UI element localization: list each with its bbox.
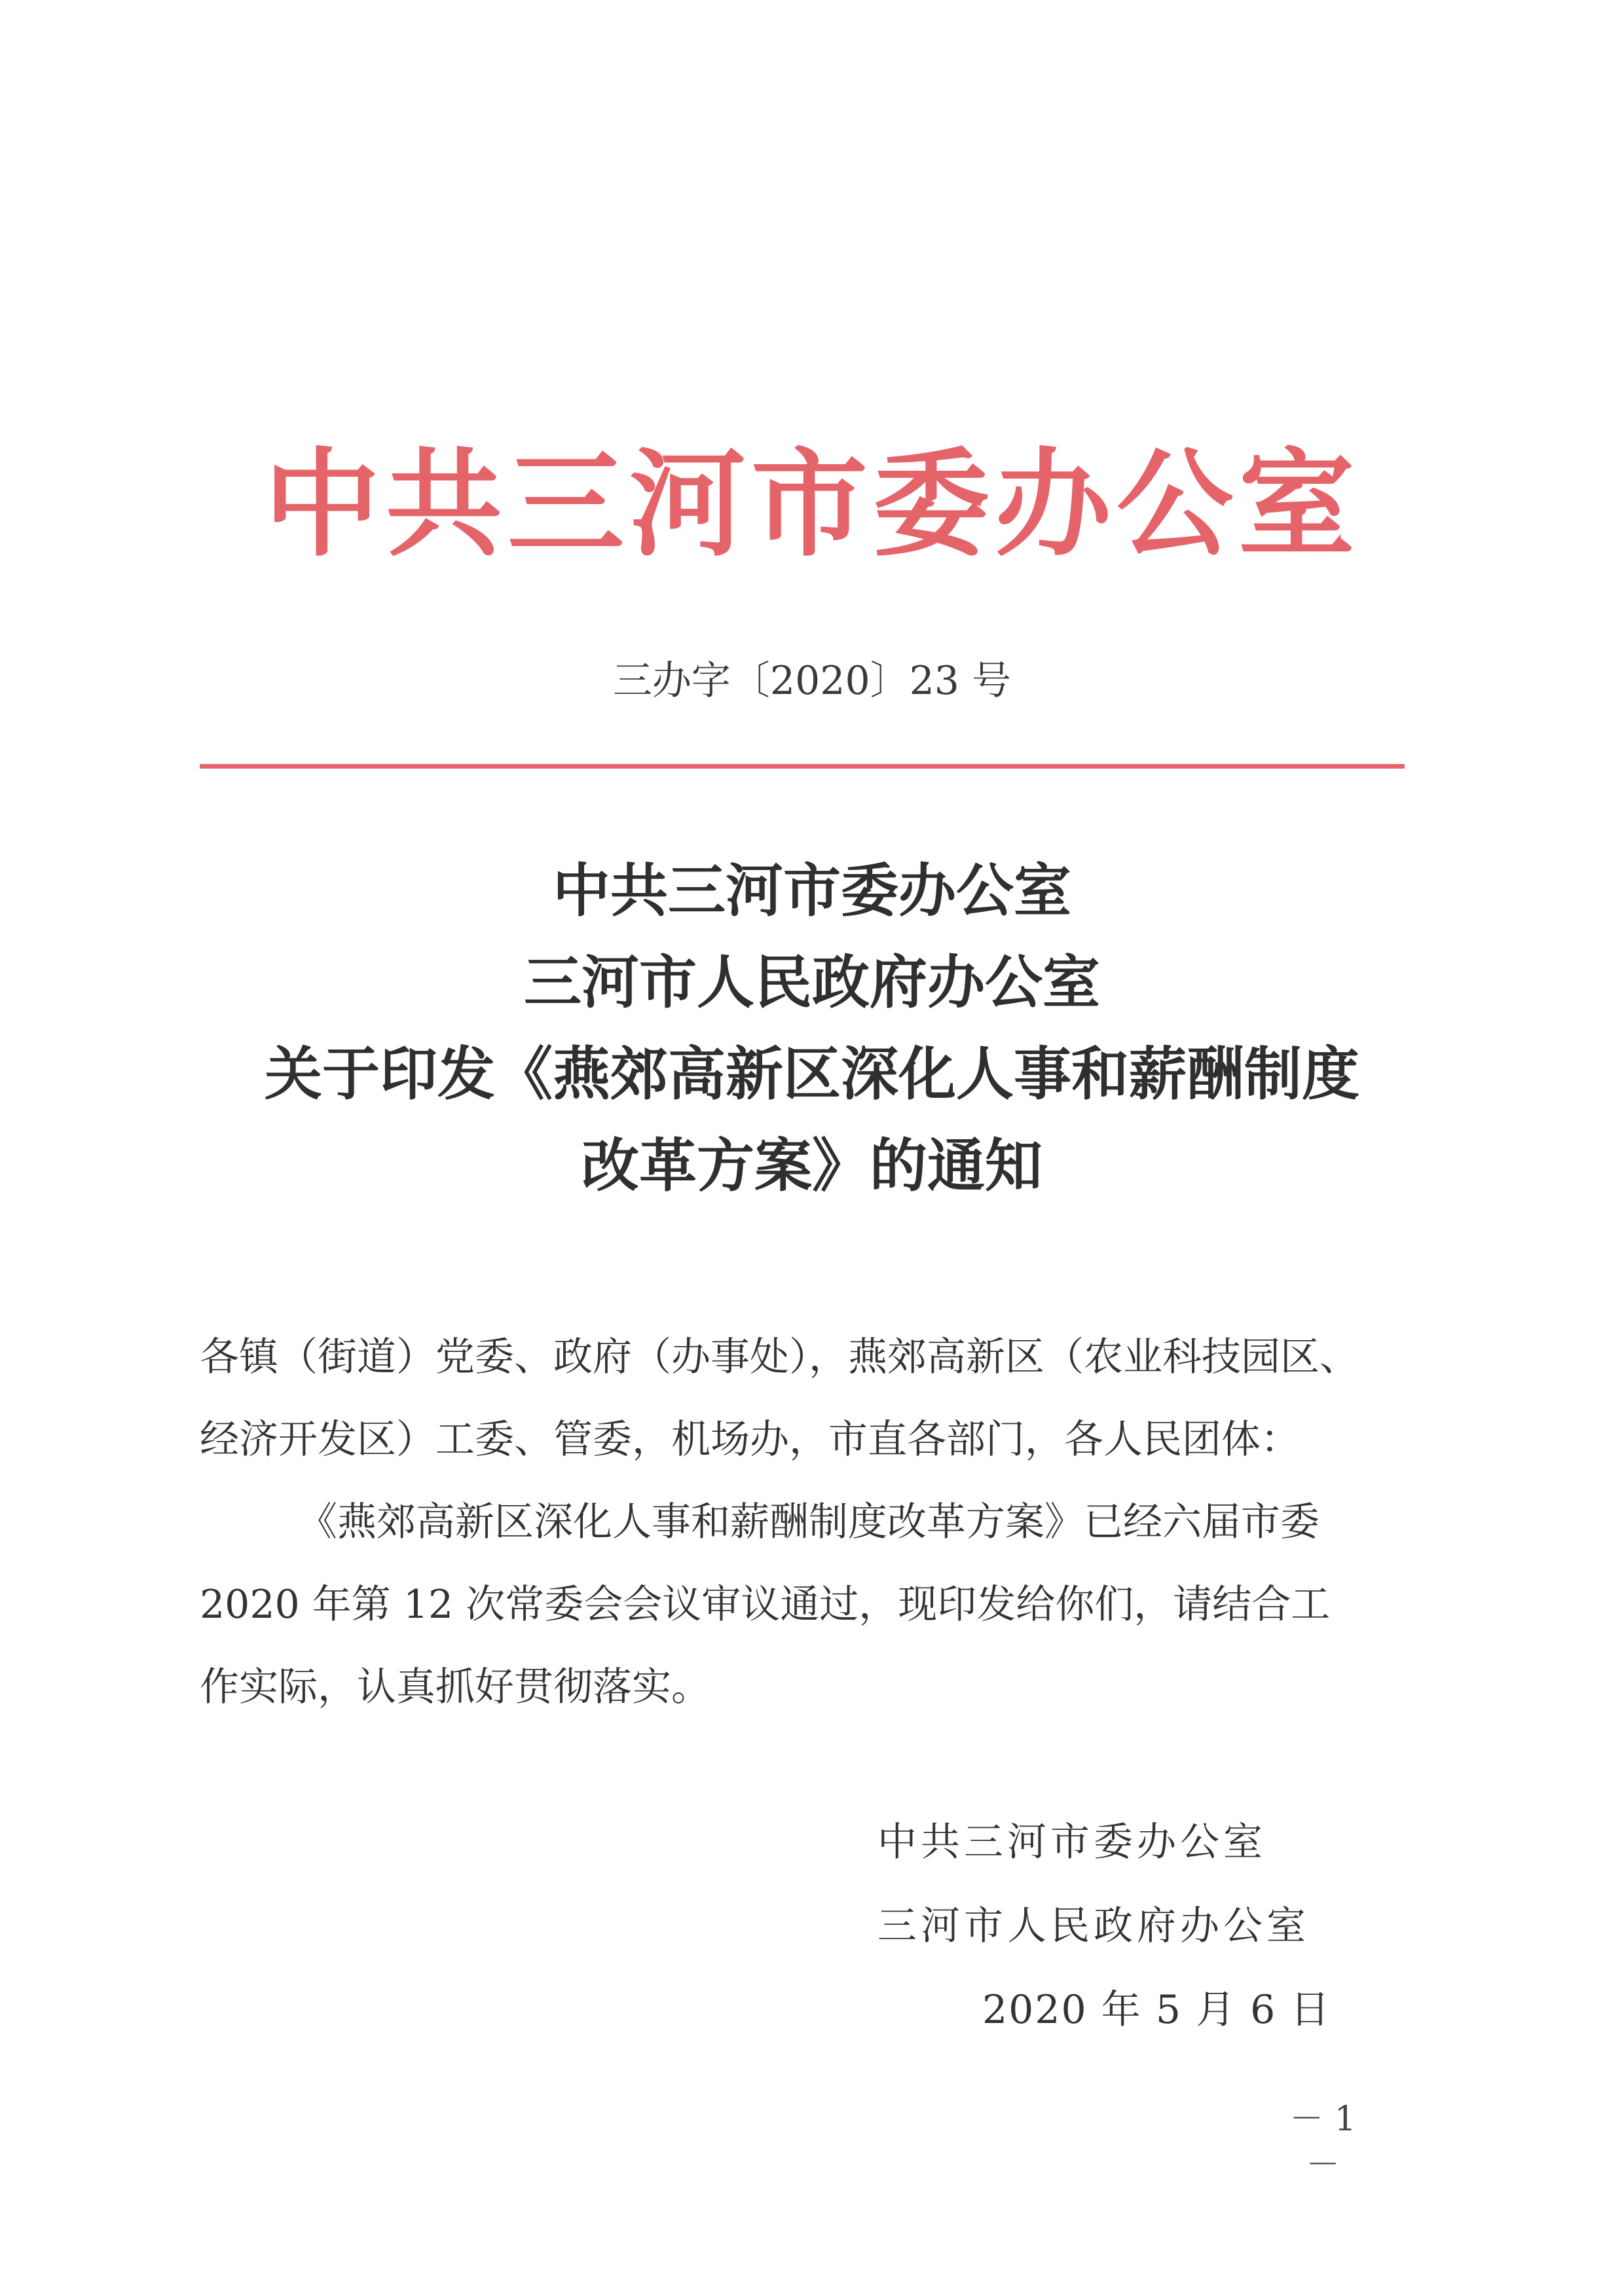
addressee-line: 经济开发区）工委、管委，机场办，市直各部门，各人民团体： [200, 1417, 1300, 1463]
body-paragraph-line: 作实际，认真抓好贯彻落实。 [200, 1664, 710, 1710]
addressee-line: 各镇（街道）党委、政府（办事处），燕郊高新区（农业科技园区、 [200, 1334, 1359, 1380]
document-body [200, 1316, 1411, 1728]
red-separator-line [200, 764, 1405, 769]
body-paragraph-line: 2020 年第 12 次常委会会议审议通过，现印发给你们，请结合工 [200, 1582, 1331, 1628]
title-line: 三河市人民政府办公室 [523, 948, 1100, 1016]
document-title [0, 845, 1624, 1211]
signature-org-party: 中共三河市委办公室 [877, 1819, 1266, 1865]
signature-org-government: 三河市人民政府办公室 [877, 1903, 1310, 1949]
title-line: 改革方案》的通知 [581, 1131, 1043, 1199]
signature-date: 2020 年 5 月 6 日 [982, 1987, 1331, 2033]
signature-block [877, 1800, 1375, 2052]
body-paragraph-line: 《燕郊高新区深化人事和薪酬制度改革方案》已经六届市委 [298, 1499, 1320, 1545]
issuing-authority-header: 中共三河市委办公室 [264, 435, 1360, 572]
document-number: 三办字〔2020〕23 号 [612, 658, 1012, 704]
title-line: 关于印发《燕郊高新区深化人事和薪酬制度 [264, 1040, 1359, 1108]
page-number: － 1 － [1289, 2100, 1356, 2185]
title-line: 中共三河市委办公室 [552, 856, 1071, 924]
